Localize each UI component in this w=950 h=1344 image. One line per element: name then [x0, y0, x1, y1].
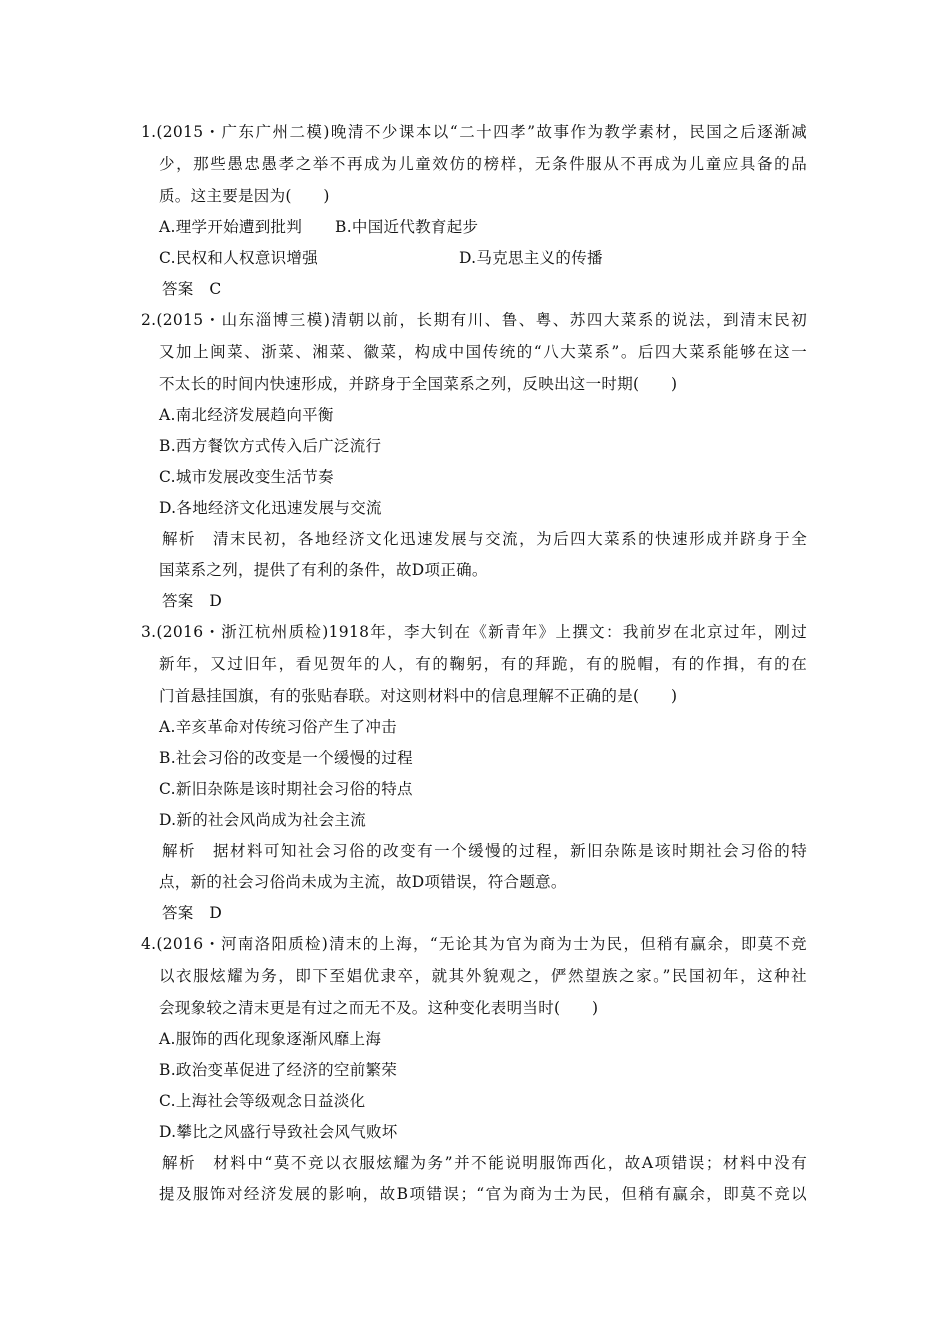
- question-4-analysis-line-1: 解析 材料中“莫不竞以衣服炫耀为务”并不能说明服饰西化，故A项错误；材料中没有: [162, 1154, 807, 1172]
- question-4-option-c: C.上海社会等级观念日益淡化: [159, 1092, 366, 1110]
- question-2-stem-line-2: 又加上闽菜、浙菜、湘菜、徽菜，构成中国传统的“八大菜系”。后四大菜系能够在这一: [159, 343, 807, 361]
- question-3-option-d: D.新的社会风尚成为社会主流: [159, 811, 367, 829]
- question-3-stem-line-1: 3.(2016・浙江杭州质检)1918年，李大钊在《新青年》上撰文：我前岁在北京过年，刚过: [141, 623, 807, 641]
- question-3-stem-line-2: 新年，又过旧年，看见贺年的人，有的鞠躬，有的拜跪，有的脱帽，有的作揖，有的在: [159, 655, 807, 673]
- question-3-answer: 答案 D: [162, 904, 223, 922]
- question-1-answer: 答案 C: [162, 280, 222, 298]
- question-1-option-d: D.马克思主义的传播: [459, 249, 603, 267]
- question-4-stem-line-1: 4.(2016・河南洛阳质检)清末的上海，“无论其为官为商为士为民，但稍有赢余，即莫不竞: [141, 935, 807, 953]
- question-4-stem-line-3: 会现象较之清末更是有过之而无不及。这种变化表明当时( ): [159, 999, 599, 1017]
- question-2-stem-line-1: 2.(2015・山东淄博三模)清朝以前，长期有川、鲁、粤、苏四大菜系的说法，到清末民初: [141, 311, 807, 329]
- question-2-option-d: D.各地经济文化迅速发展与交流: [159, 499, 382, 517]
- question-2-analysis-line-2: 国菜系之列，提供了有利的条件，故D项正确。: [159, 561, 488, 579]
- question-3-analysis-line-2: 点，新的社会习俗尚未成为主流，故D项错误，符合题意。: [159, 873, 567, 891]
- question-1-stem-line-2: 少，那些愚忠愚孝之举不再成为儿童效仿的榜样，无条件服从不再成为儿童应具备的品: [159, 155, 807, 173]
- question-3-option-c: C.新旧杂陈是该时期社会习俗的特点: [159, 780, 413, 798]
- question-2-analysis-line-1: 解析 清末民初，各地经济文化迅速发展与交流，为后四大菜系的快速形成并跻身于全: [162, 530, 807, 548]
- question-3-analysis-line-1: 解析 据材料可知社会习俗的改变有一个缓慢的过程，新旧杂陈是该时期社会习俗的特: [162, 842, 807, 860]
- question-4-option-d: D.攀比之风盛行导致社会风气败坏: [159, 1123, 398, 1141]
- question-2-option-c: C.城市发展改变生活节奏: [159, 468, 334, 486]
- question-3-option-b: B.社会习俗的改变是一个缓慢的过程: [159, 749, 413, 767]
- question-4-option-a: A.服饰的西化现象逐渐风靡上海: [159, 1030, 382, 1048]
- question-1-stem-line-3: 质。这主要是因为( ): [159, 187, 330, 205]
- question-1-option-b: B.中国近代教育起步: [335, 218, 479, 236]
- question-4-stem-line-2: 以衣服炫耀为务，即下至娼优隶卒，就其外貌观之，俨然望族之家。”民国初年，这种社: [159, 967, 807, 985]
- question-2-stem-line-3: 不太长的时间内快速形成，并跻身于全国菜系之列，反映出这一时期( ): [159, 375, 678, 393]
- question-4-option-b: B.政治变革促进了经济的空前繁荣: [159, 1061, 398, 1079]
- question-2-option-b: B.西方餐饮方式传入后广泛流行: [159, 437, 382, 455]
- question-4-analysis-line-2: 提及服饰对经济发展的影响，故B项错误；“官为商为士为民，但稍有赢余，即莫不竞以: [159, 1185, 807, 1203]
- question-1-stem-line-1: 1.(2015・广东广州二模)晚清不少课本以“二十四孝”故事作为教学素材，民国之后逐渐减: [141, 123, 807, 141]
- question-2-answer: 答案 D: [162, 592, 223, 610]
- question-2-option-a: A.南北经济发展趋向平衡: [159, 406, 334, 424]
- question-3-stem-line-3: 门首悬挂国旗，有的张贴春联。对这则材料中的信息理解不正确的是( ): [159, 687, 678, 705]
- question-3-option-a: A.辛亥革命对传统习俗产生了冲击: [159, 718, 397, 736]
- question-1-option-c: C.民权和人权意识增强: [159, 249, 319, 267]
- question-1-option-a: A.理学开始遭到批判: [159, 218, 303, 236]
